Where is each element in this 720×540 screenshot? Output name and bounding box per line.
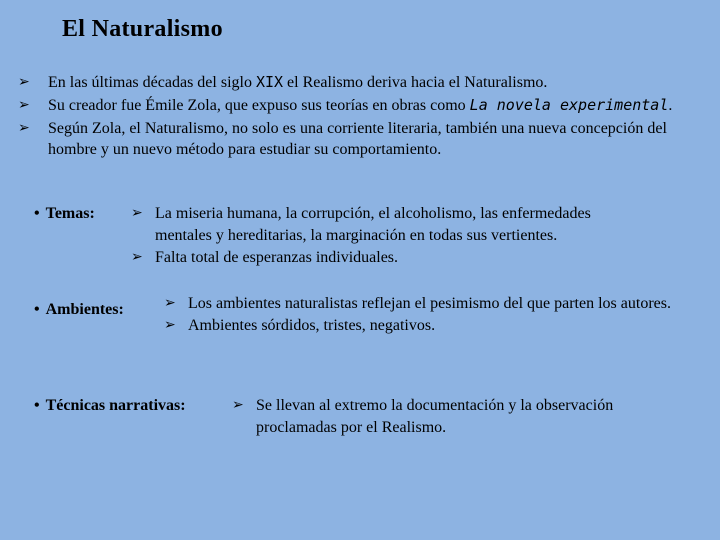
author-name: Émile Zola — [145, 97, 217, 114]
section-label-text: Técnicas narrativas: — [45, 397, 186, 414]
dot-bullet-icon: • — [34, 397, 40, 414]
section-item — [131, 247, 651, 269]
century-roman: XIX — [255, 73, 284, 91]
section-item — [164, 315, 684, 337]
section-item-text: Se llevan al extremo la documentación y la observación proclamadas por el Realismo. — [256, 397, 614, 436]
section-items — [232, 395, 672, 439]
text-fragment: Su creador fue — [48, 97, 146, 114]
section-item — [232, 395, 672, 439]
section-label-text: Ambientes: — [45, 301, 124, 318]
section-label — [34, 299, 124, 321]
work-title: La novela experimental — [469, 96, 669, 114]
intro-bullet — [18, 72, 708, 93]
section-label-text: Temas: — [45, 205, 95, 222]
text-fragment: En las últimas décadas del siglo — [48, 74, 256, 91]
arrow-bullet-icon: ➢ — [164, 296, 176, 311]
section-item — [164, 293, 684, 315]
intro-bullet-list — [18, 72, 708, 162]
arrow-bullet-icon: ➢ — [18, 121, 30, 136]
text-fragment: . — [668, 97, 673, 114]
arrow-bullet-icon: ➢ — [131, 206, 143, 221]
text-fragment: , que expuso sus teorías en obras como — [216, 97, 470, 114]
section-items — [131, 203, 651, 269]
section-label — [34, 395, 186, 417]
arrow-bullet-icon: ➢ — [18, 75, 30, 90]
section-label — [34, 203, 95, 225]
dot-bullet-icon: • — [34, 205, 40, 222]
arrow-bullet-icon: ➢ — [232, 398, 244, 413]
intro-bullet — [18, 95, 708, 116]
arrow-bullet-icon: ➢ — [131, 250, 143, 265]
section-item-text: Falta total de esperanzas individuales. — [155, 249, 399, 266]
intro-bullet — [18, 118, 708, 160]
dot-bullet-icon: • — [34, 301, 40, 318]
section-item — [131, 203, 651, 247]
text-fragment: el Realismo deriva hacia el Naturalismo. — [283, 74, 548, 91]
section-item-text: La miseria humana, la corrupción, el alcoholismo, las enfermedades mentales y hereditarias, la marginación en todas sus vertientes. — [155, 205, 591, 244]
intro-bullet-text — [48, 72, 708, 93]
slide-title: El Naturalismo — [62, 16, 223, 42]
section-item-text: Los ambientes naturalistas reflejan el pesimismo del que parten los autores. — [188, 295, 671, 312]
arrow-bullet-icon: ➢ — [164, 318, 176, 333]
section-item-text: Ambientes sórdidos, tristes, negativos. — [188, 317, 436, 334]
section-items — [164, 293, 684, 337]
intro-bullet-text: Según Zola, el Naturalismo, no solo es una corriente literaria, también una nueva concepción del hombre y un nuevo método para estudiar su comportamiento. — [48, 120, 667, 158]
arrow-bullet-icon: ➢ — [18, 98, 30, 113]
intro-bullet-text — [48, 95, 708, 116]
